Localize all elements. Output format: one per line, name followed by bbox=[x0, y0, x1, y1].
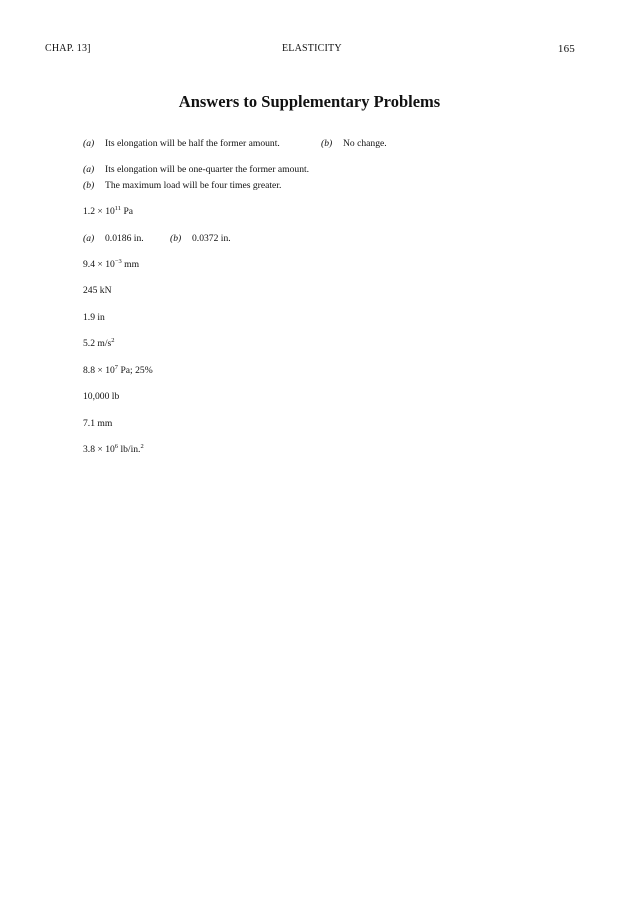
running-head bbox=[45, 43, 575, 57]
page-number: 165 bbox=[557, 43, 575, 55]
answer-value: $9.4 \times 10^{-3}$ mm bbox=[83, 258, 140, 270]
part-a-label: (a) bbox=[83, 164, 95, 175]
part-b-label: (b) bbox=[83, 180, 95, 191]
part-a-label: (a) bbox=[83, 138, 95, 149]
answer-value: $1.2 \times 10^{11}$ Pa bbox=[83, 205, 134, 217]
section-title: ELASTICITY bbox=[282, 43, 342, 54]
part-b-label: (b) bbox=[170, 233, 182, 244]
chapter-label: CHAP. 13] bbox=[45, 43, 91, 54]
part-a-label: (a) bbox=[83, 233, 95, 244]
part-b-label: (b) bbox=[321, 138, 333, 149]
answer-value: $8.8 \times 10^7$ Pa; 25% bbox=[83, 364, 153, 376]
answer-value: 245 kN bbox=[83, 285, 112, 296]
answer-value: 1.9 in bbox=[83, 312, 105, 323]
part-b-text: The maximum load will be four times greater. bbox=[105, 180, 282, 191]
part-b-text: 0.0372 in. bbox=[192, 233, 231, 244]
page-title: Answers to Supplementary Problems bbox=[178, 92, 441, 111]
part-a-text: 0.0186 in. bbox=[105, 233, 144, 244]
answer-value: 10,000 lb bbox=[83, 391, 120, 402]
part-a-text: Its elongation will be one-quarter the former amount. bbox=[105, 164, 310, 175]
answer-value: 7.1 mm bbox=[83, 418, 113, 429]
answer-value: 5.2 $m/s^2$ bbox=[83, 337, 115, 349]
part-b-text: No change. bbox=[343, 138, 387, 149]
answer-value: $3.8 \times 10^6$ lb/in.$^2$ bbox=[83, 443, 144, 455]
part-a-text: Its elongation will be half the former amount. bbox=[105, 138, 280, 149]
